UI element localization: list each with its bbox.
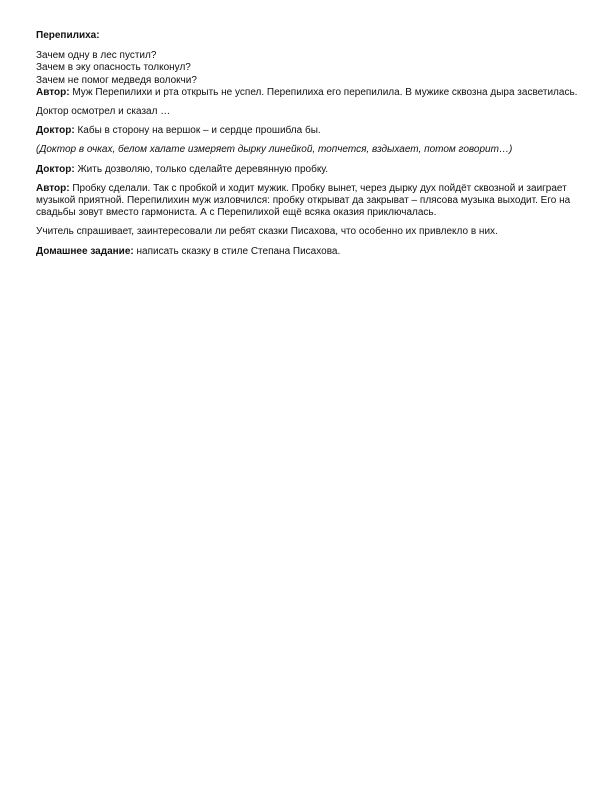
paragraph-author-1	[36, 87, 584, 99]
homework-label: Домашнее задание:	[36, 245, 134, 257]
paragraph-author-2	[36, 183, 584, 220]
paragraph-homework	[36, 246, 584, 258]
verse-block	[36, 50, 584, 87]
paragraph-text: написать сказку в стиле Степана Писахова.	[133, 245, 341, 257]
speaker-label: Доктор:	[36, 125, 75, 137]
document-page	[36, 30, 584, 265]
paragraph-text: Пробку сделали. Так с пробкой и ходит мужик. Пробку вынет, через дырку дух пойдёт сквозной и заиграет музыкой приятной. Перепилихин муж изловчился: пробку открыват да закрыват – плясова музыка выходит. Его на свадьбы зовут вместо гармониста. А с Перепилихой ещё всяка оказия приключалась.	[36, 182, 571, 219]
paragraph-text: Муж Перепилихи и рта открыть не успел. Перепилиха его перепилила. В мужике сквозна дыра засветилась.	[69, 86, 578, 98]
paragraph-text: (Доктор в очках, белом халате измеряет дырку линейкой, топчется, вздыхает, потом говорит…)	[36, 144, 513, 156]
speaker-heading: Перепилиха:	[36, 30, 100, 41]
paragraph-text: Жить дозволяю, только сделайте деревянную пробку.	[74, 163, 329, 175]
paragraph-doctor-1	[36, 125, 584, 137]
verse-line: Зачем в эку опасность толконул?	[36, 62, 191, 74]
speaker-label: Доктор:	[36, 163, 75, 175]
speaker-label: Автор:	[36, 86, 70, 98]
paragraph-narration-1	[36, 106, 584, 118]
verse-line: Зачем одну в лес пустил?	[36, 50, 157, 62]
paragraph-text: Учитель спрашивает, заинтересовали ли ребят сказки Писахова, что особенно их привлекло в них.	[36, 226, 498, 238]
paragraph-doctor-2	[36, 164, 584, 176]
verse-line: Зачем не помог медведя волокчи?	[36, 74, 197, 86]
stage-direction	[36, 144, 584, 156]
paragraph-text: Доктор осмотрел и сказал …	[36, 106, 171, 118]
paragraph-teacher	[36, 226, 584, 238]
paragraph-text: Кабы в сторону на вершок – и сердце прошибла бы.	[74, 125, 321, 137]
speaker-label: Автор:	[36, 182, 70, 194]
